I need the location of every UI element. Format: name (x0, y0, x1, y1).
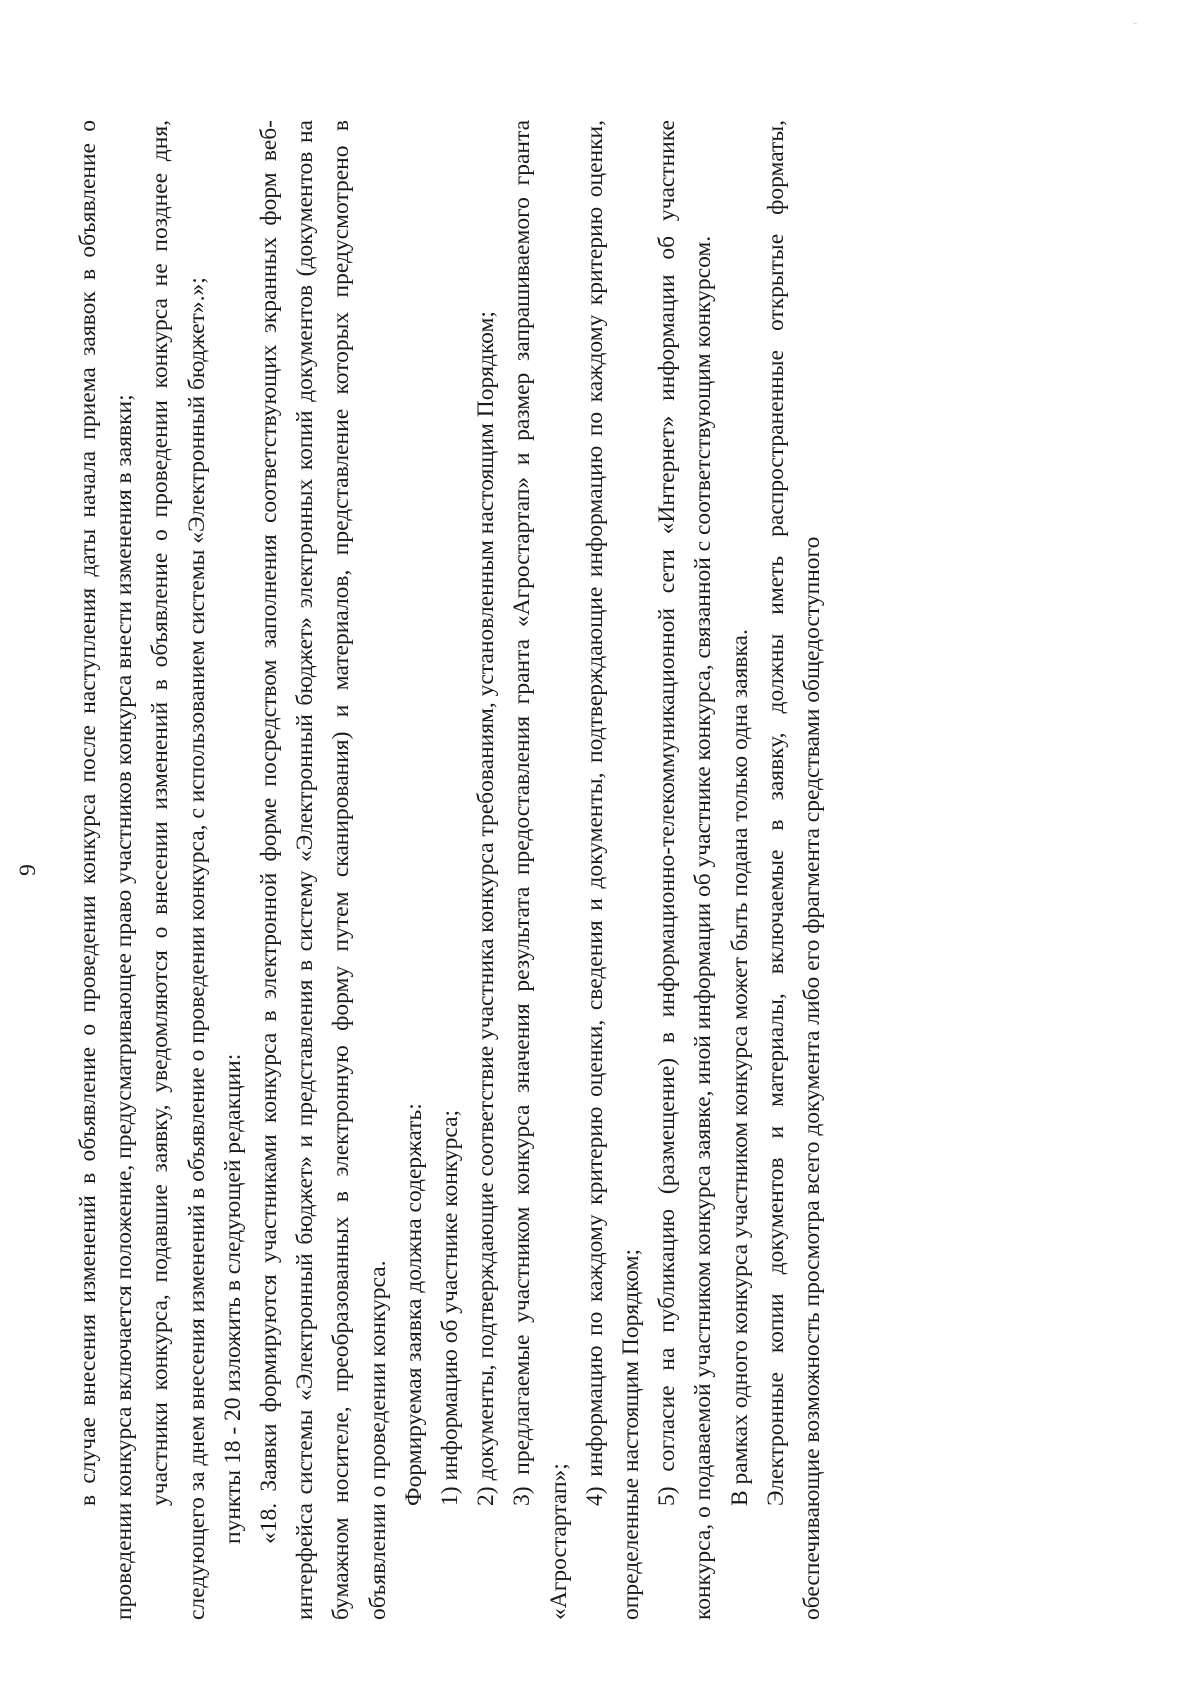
paragraph-application-contents: Формируемая заявка должна содержать: (400, 1103, 427, 1506)
paragraph-participants-notified: участники конкурса, подавшие заявку, уведомляются о внесении изменений в объявление о проведении конкурса не позднее дня, следующего за днем внесения изменений в объявление о проведении конкурса, с использованием системы «Электронный бюджет».»; (147, 120, 210, 1620)
list-item-3: 3) предлагаемые участником конкурса значения результата предоставления гранта «Агростартап» и размер запрашиваемого гранта «Агростартап»; (509, 120, 572, 1620)
corner-mark: ' (1133, 22, 1145, 25)
paragraph-electronic-copies: Электронные копии документов и материалы, включаемые в заявку, должны иметь распространенные открытые форматы, обеспечивающие возможность просмотра всего документа либо его фрагмента средствами общедоступного (762, 120, 826, 1620)
paragraph-single-application: В рамках одного конкурса участником конкурса может быть подана только одна заявка. (726, 629, 753, 1506)
paragraph-amendment-proposals: в случае внесения изменений в объявление о проведении конкурса после наступления даты начала приема заявок в объявление о проведении конкурса включается положение, предусматривающее право участников конкурса внести изменения в заявки; (75, 120, 138, 1620)
list-item-5: 5) согласие на публикацию (размещение) в информационно-телекоммуникационной сети «Интернет» информации об участнике конкурса, о подаваемой участником конкурса заявке, иной информации об участнике конкурса, связанной с соответствующим конкурсом. (654, 120, 717, 1620)
list-item-4: 4) информацию по каждому критерию оценки, сведения и документы, подтверждающие информацию по каждому критерию оценки, определенные настоящим Порядком; (581, 120, 645, 1620)
rotated-text-block (15, 120, 1010, 1620)
paragraph-points-18-20: пункты 18 - 20 изложить в следующей редакции: (219, 1053, 246, 1544)
paragraph-18-applications: «18. Заявки формируются участниками конкурса в электронной форме посредством заполнения соответствующих экранных форм веб-интерфейса системы «Электронный бюджет» и представления в систему «Электронный бюджет» электронных копий документов (документов на бумажном носителе, преобразованных в электронную форму путем сканирования) и материалов, представление которых предусмотрено в объявлении о проведении конкурса. (256, 120, 391, 1620)
list-item-1: 1) информацию об участнике конкурса; (437, 1109, 464, 1506)
list-item-2: 2) документы, подтверждающие соответствие участника конкурса требованиям, установленным настоящим Порядком; (473, 311, 500, 1506)
page-number: 9 (15, 864, 41, 876)
